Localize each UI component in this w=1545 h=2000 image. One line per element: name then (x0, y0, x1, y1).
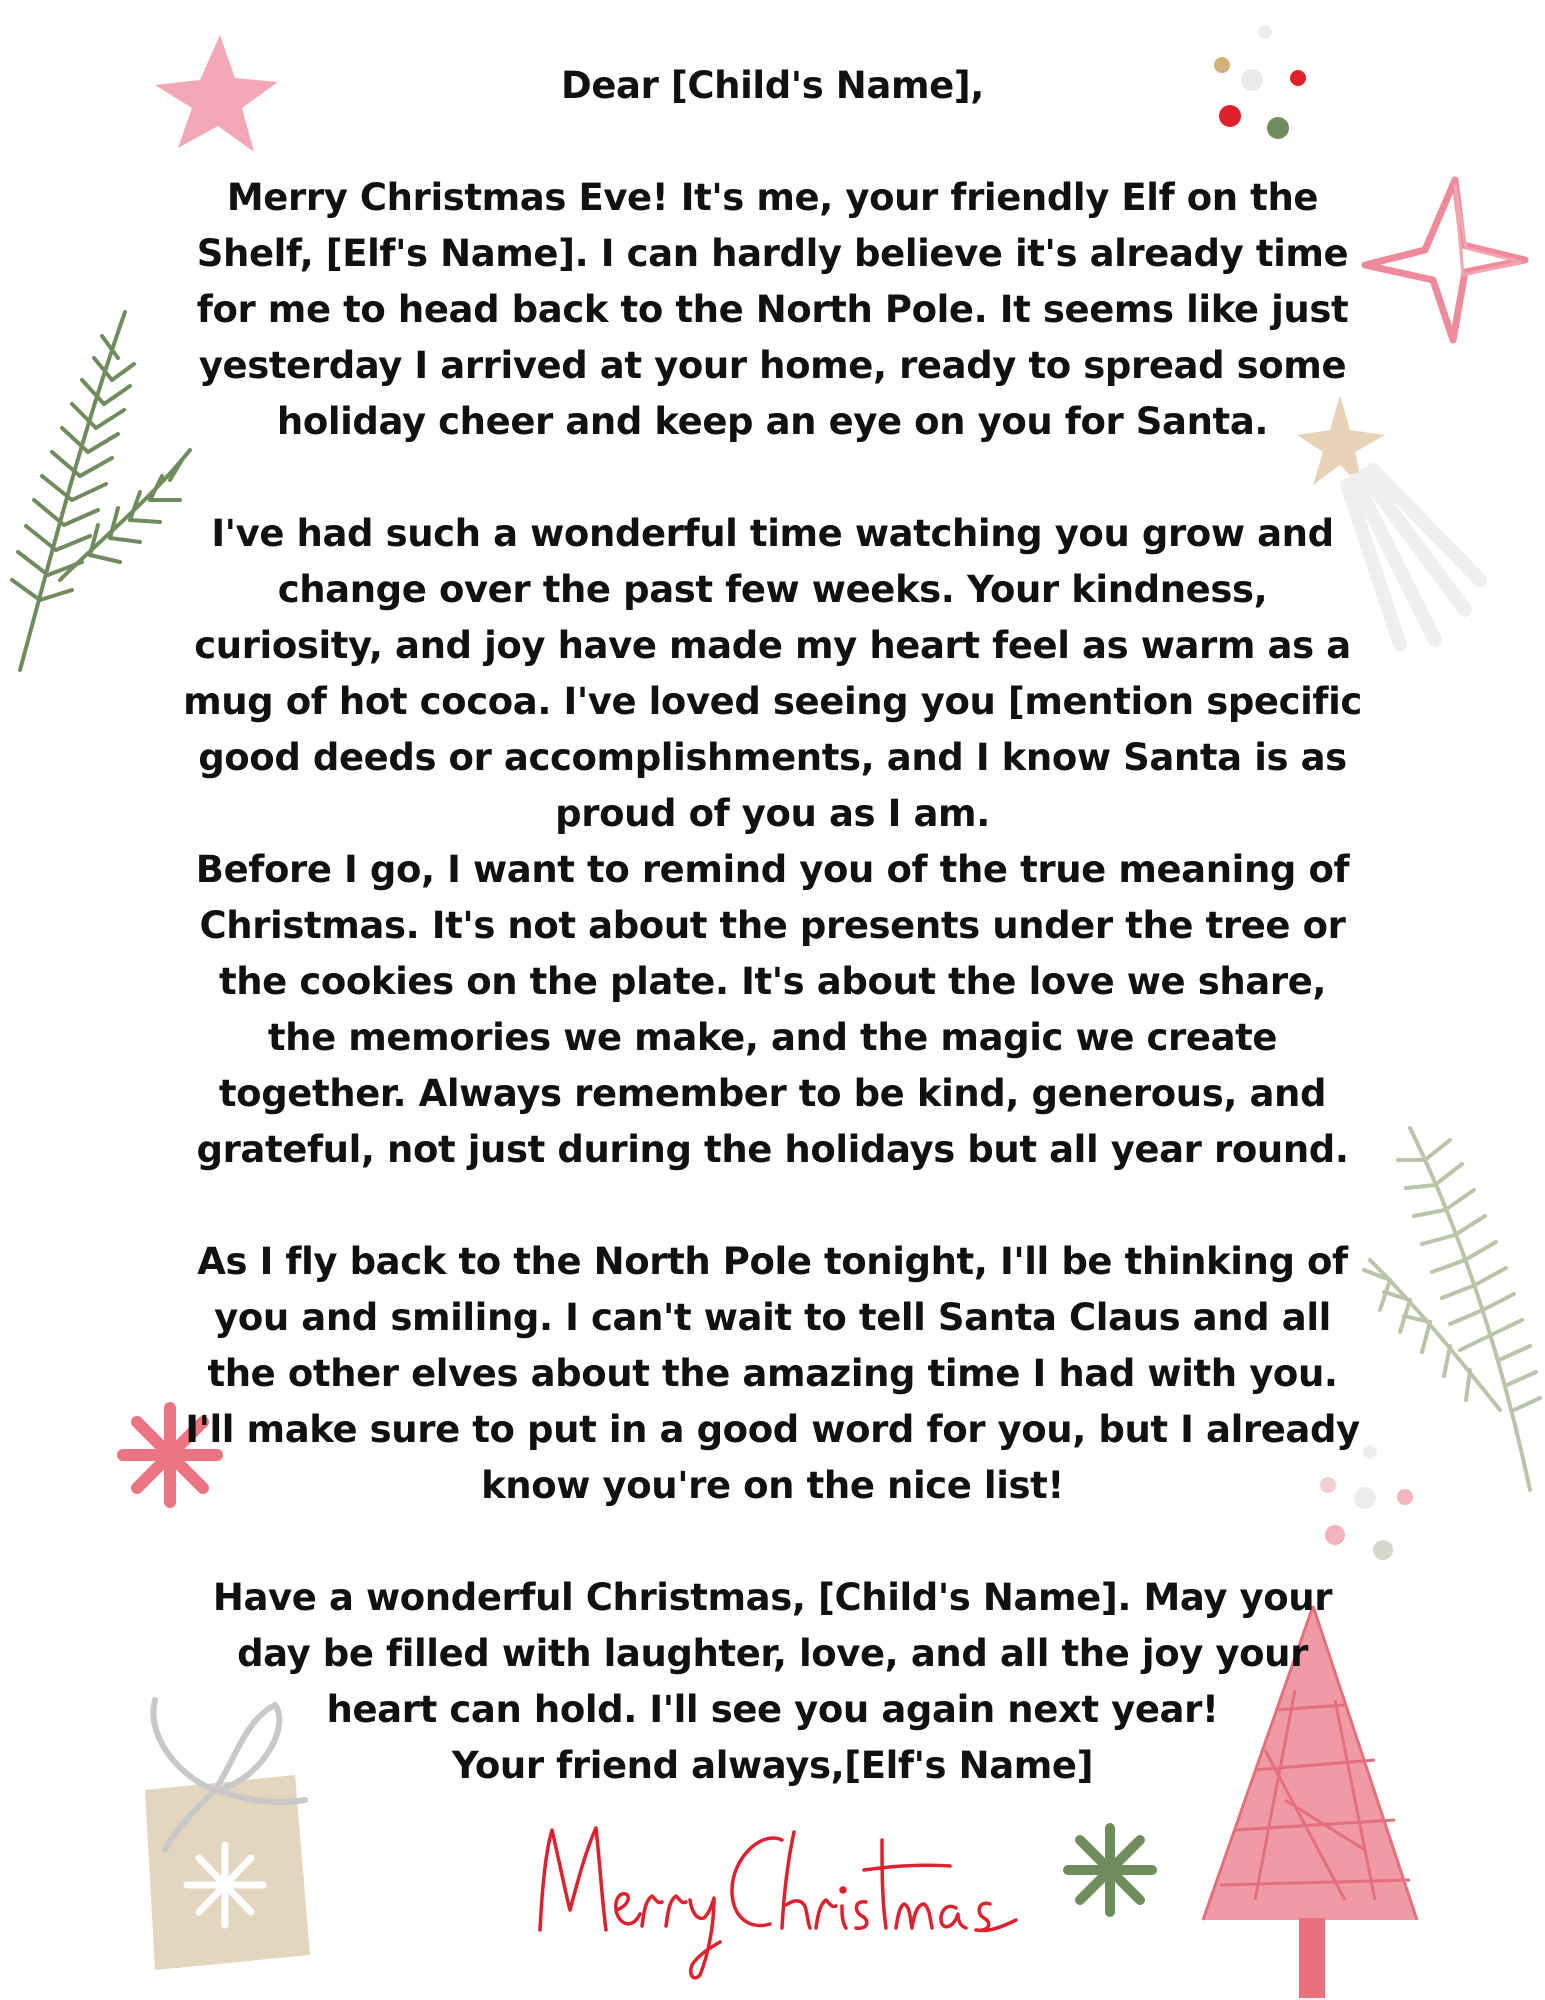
pine-branch-left-icon (0, 300, 200, 680)
greeting: Dear [Child's Name], (561, 64, 984, 107)
paragraph-5: Have a wonderful Christmas, [Child's Name]. May your day be filled with laughter, love, and all the joy your heart can hold. I'll see you again next year! (212, 1576, 1333, 1731)
outline-star-icon (1345, 170, 1535, 350)
closing-line: Your friend always,[Elf's Name] (451, 1744, 1094, 1787)
paragraph-3: Before I go, I want to remind you of the true meaning of Christmas. It's not about the presents under the tree or the cookies on the plate. It's about the love we share, the memories we make, and the magic we create together. Always remember to be kind, generous, and grateful, not just during the holidays but all year round. (195, 848, 1350, 1171)
letter-body (180, 58, 1365, 1794)
paragraph-4: As I fly back to the North Pole tonight, I'll be thinking of you and smiling. I can't wait to tell Santa Claus and all the other elves about the amazing time I had with you. I'll make sure to put in a good word for you, but I already know you're on the nice list! (185, 1240, 1360, 1507)
green-asterisk-icon (1060, 1820, 1160, 1920)
merry-christmas-signature (520, 1810, 1040, 1990)
paragraph-2: I've had such a wonderful time watching you grow and change over the past few weeks. Your kindness, curiosity, and joy have made my heart feel as warm as a mug of hot cocoa. I've loved seeing you [mention specific good deeds or accomplishments, and I know Santa is as proud of you as I am. (183, 512, 1362, 835)
paragraph-1: Merry Christmas Eve! It's me, your friendly Elf on the Shelf, [Elf's Name]. I can hardly believe it's already time for me to head back to the North Pole. It seems like just yesterday I arrived at your home, ready to spread some holiday cheer and keep an eye on you for Santa. (196, 176, 1349, 443)
